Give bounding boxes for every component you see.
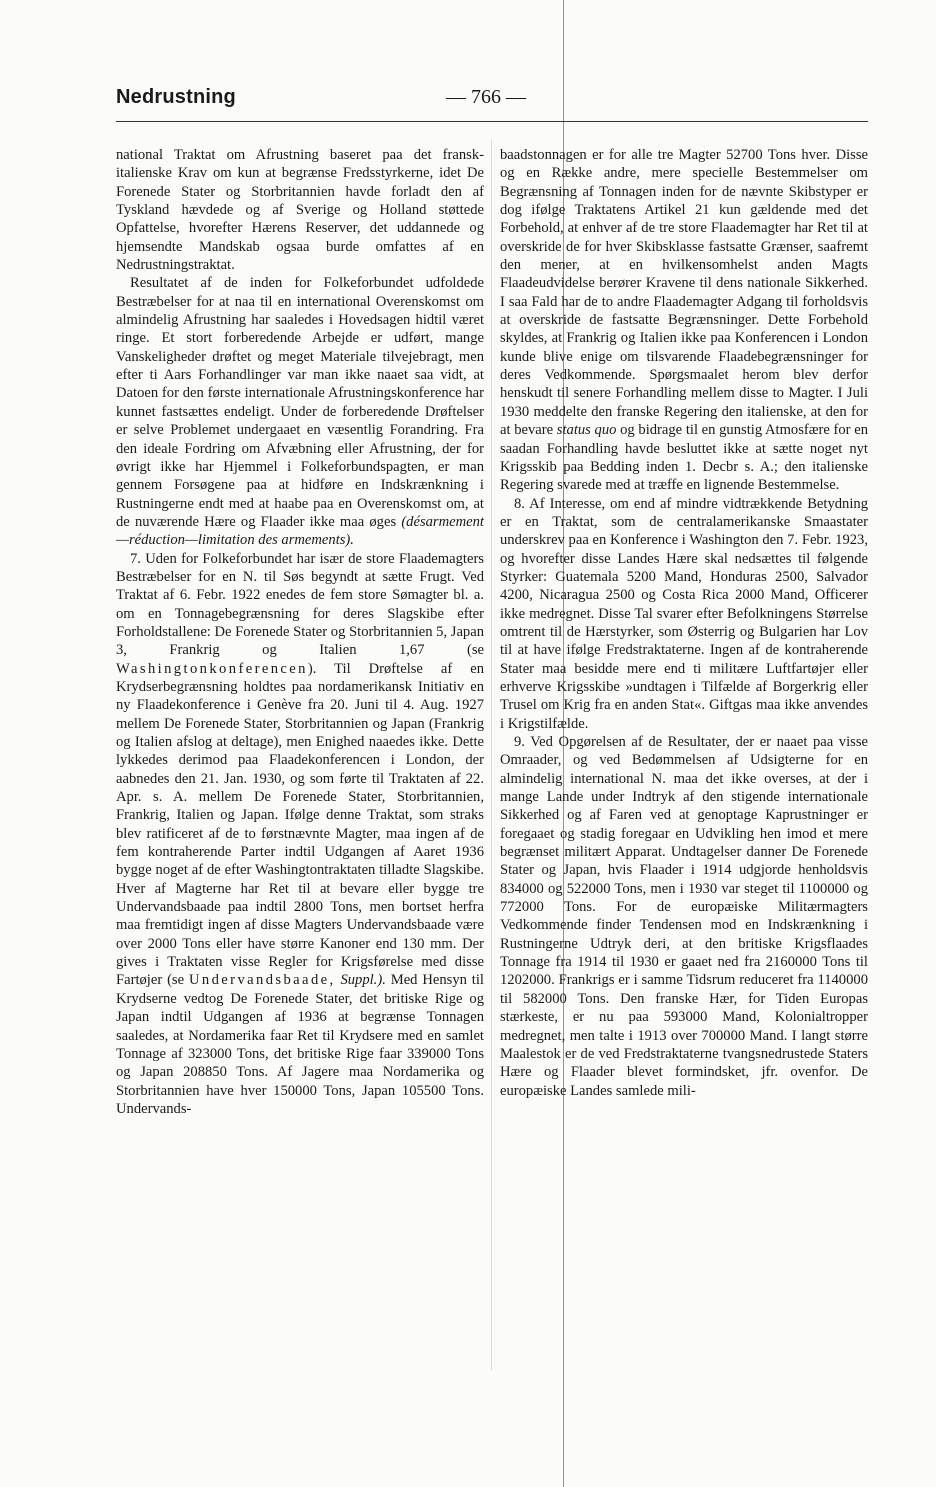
left-column	[116, 146, 484, 1118]
italic-phrase: status quo	[556, 422, 617, 439]
running-title: Nedrustning	[116, 86, 236, 108]
paragraph: 9. Ved Opgørelsen af de Resultater, der er naaet paa visse Omraader, og ved Bedømmelsen af Udsigterne for en almindelig international N. maa det ikke overses, at der i mange Lande under Indtryk af den stigende internationale Sikkerhed og af Faren ved at genoptage Kaprustninger er foregaaet og stadig foregaar en Udvikling hen imod et mere begrænset militært Apparat. Undtagelser danner De Forenede Stater og Japan, hvis Flaader i 1914 udgjorde henholdsvis 834000 og 522000 Tons, men i 1930 var steget til 1100000 og 772000 Tons. For de europæiske Militærmagters Vedkommende finder Tendensen mod en Indskrænkning i Rustningerne Udtryk deri, at den britiske Krigsflaades Tonnage fra 1914 til 1930 er gaaet ned fra 2160000 Tons til 1202000. Frankrigs er i samme Tidsrum reduceret fra 1140000 til 582000 Tons. Den franske Hær, for Tiden Europas stærkeste, er nu paa 593000 Mand, Kolonialtropper medregnet, men talte i 1913 over 700000 Mand. I langt større Maalestok er de ved Fredstraktaterne tvangsnedrustede Staters Hære og Flaader blevet formindsket, jfr. ovenfor. De europæiske Landes samlede mili-	[500, 734, 868, 1099]
spaced-reference: Washingtonkonferencen	[116, 660, 308, 677]
page-number: — 766 —	[446, 86, 526, 108]
italic-phrase: (désarmement—réduction—limitation des armements).	[116, 513, 484, 549]
paragraph: 8. Af Interesse, om end af mindre vidtrækkende Betydning er en Traktat, som de centralamerikanske Smaastater underskrev paa en Konference i Washington den 7. Febr. 1923, og hvorefter disse Landes Hære skal nedsættes til følgende Styrker: Guatemala 5200 Mand, Honduras 2500, Salvador 4200, Nicaragua 2500 og Costa Rica 2000 Mand, Officerer ikke medregnet. Disse Tal svarer efter Befolkningens Størrelse omtrent til de Hærstyrker, som Østerrig og Bulgarien har Lov til at have ifølge Fredstraktaterne. Ingen af de kontraherende Stater maa besidde mere end ti militære Luftfartøjer eller erhverve Krigsskibe »undtagen i Tilfælde af Borgerkrig eller Trusel om Krig fra en anden Stat«. Giftgas maa ikke anvendes i Krigstilfælde.	[500, 495, 868, 732]
right-column	[500, 146, 868, 1100]
paragraph: Resultatet af de inden for Folkeforbundet udfoldede Bestræbelser for at naa til en international Overenskomst om almindelig Afrustning har saaledes i Hovedsagen hidtil været ringe. Et stort forberedende Arbejde er udført, mange Vanskeligheder drøftet og meget Materiale tilvejebragt, men efter ti Aars Forhandlinger var man ikke naaet saa vidt, at Datoen for den første internationale Afrustningskonference har kunnet fastsættes endeligt. Under de forberedende Drøftelser er selve Problemet undergaaet en væsentlig Forandring. Fra den ideale Fordring om Afvæbning eller Afrustning, der for øvrigt ikke har Hjemmel i Folkeforbundspagten, er man gennem Forsøgene paa at hidføre en Indskrænkning i Rustningerne endt med at haabe paa en Overenskomst om, at de nuværende Hære og Flaader ikke maa øges (désarmement—réduction—limitation des armements).	[116, 275, 484, 549]
paragraph: 7. Uden for Folkeforbundet har især de store Flaademagters Bestræbelser for en N. til Søs begyndt at sætte Frugt. Ved Traktat af 6. Febr. 1922 enedes de fem store Sømagter bl. a. om en Tonnagebegrænsning for deres Slagskibe efter Forholdstallene: De Forenede Stater og Storbritannien 5, Japan 3, Frankrig og Italien 1,67 (se Washingtonkonferencen). Til Drøftelse af en Krydserbegrænsning holdtes paa nordamerikansk Initiativ en ny Flaadekonference i Genève fra 20. Juni til 4. Aug. 1927 mellem De Forenede Stater, Storbritannien og Japan (Frankrig og Italien afslog at deltage), men Enighed naaedes ikke. Dette lykkedes derimod paa Flaadekonferencen i London, der aabnedes den 21. Jan. 1930, og som førte til Traktaten af 22. Apr. s. A. mellem De Forenede Stater, Storbritannien, Frankrig, Italien og Japan. Ifølge denne Traktat, som straks blev ratificeret af de to førstnævnte Magter, maa ingen af de fem kontraherende Parter indtil Udgangen af Aaret 1936 bygge noget af de efter Washingtontraktaten tilladte Slagskibe. Hver af Magterne har Ret til at bevare eller bygge tre Undervandsbaade paa indtil 2800 Tons, men bortset herfra maa fremtidigt ingen af disse Magters Undervandsbaade være over 2000 Tons eller have større Kanoner end 130 mm. Der gives i Traktaten visse Regler for Krigsførelse med disse Fartøjer (se Undervandsbaade, Suppl.). Med Hensyn til Krydserne vedtog De Forenede Stater, det britiske Rige og Japan indtil Udgangen af 1936 at begrænse Tonnagen saaledes, at Nordamerika faar Ret til Krydsere med en samlet Tonnage af 323000 Tons, det britiske Rige faar 339000 Tons og Japan 208850 Tons. Af Jagere maa Nordamerika og Storbritannien have hver 150000 Tons, Japan 105500 Tons. Undervands-	[116, 550, 485, 1117]
column-divider	[491, 140, 492, 1370]
paragraph: national Traktat om Afrustning baseret paa det fransk-italienske Krav om kun at begrænse Fredsstyrkerne, idet De Forenede Stater og Storbritannien havde forladt den af Tyskland hævdede og af Sverige og Holland støttede Opfattelse, hvorefter Hærens Reserver, det uddannede og hjemsendte Mandskab ogsaa burde omfattes af en Nedrustningstraktat.	[116, 147, 484, 274]
paragraph: baadstonnagen er for alle tre Magter 52700 Tons hver. Disse og en Række andre, mere specielle Bestemmelser om Begrænsning af Tonnagen inden for de nævnte Skibstyper er dog ifølge Traktatens Artikel 21 kun gældende med det Forbehold, at enhver af de tre store Flaademagter har Ret til at overskride de for hver Skibsklasse fastsatte Grænser, saafremt den mener, at en hvilkensomhelst anden Magts Flaadeudvidelse berører Kravene til dens nationale Sikkerhed. I saa Fald har de to andre Flaademagter Adgang til forholdsvis at overskride de fastsatte Begrænsninger. Dette Forbehold skyldes, at Frankrig og Italien ikke paa Konferencen i London kunde blive enige om tilsvarende Flaadebegrænsninger for deres Vedkommende. Spørgsmaalet herom blev derfor henskudt til senere Forhandling mellem disse to Magter. I Juli 1930 meddelte den franske Regering den italienske, at den for at bevare status quo og bidrage til en gunstig Atmosfære for en saadan Forhandling havde besluttet ikke at sætte noget nyt Krigsskib paa Bedding inden 1. Decbr s. A.; den italienske Regering svarede med at træffe en lignende Bestemmelse.	[500, 147, 868, 494]
header-rule	[116, 121, 868, 122]
italic-phrase: Suppl.).	[340, 972, 386, 989]
page-header	[116, 86, 866, 116]
spaced-reference: Undervandsbaade,	[188, 972, 336, 989]
